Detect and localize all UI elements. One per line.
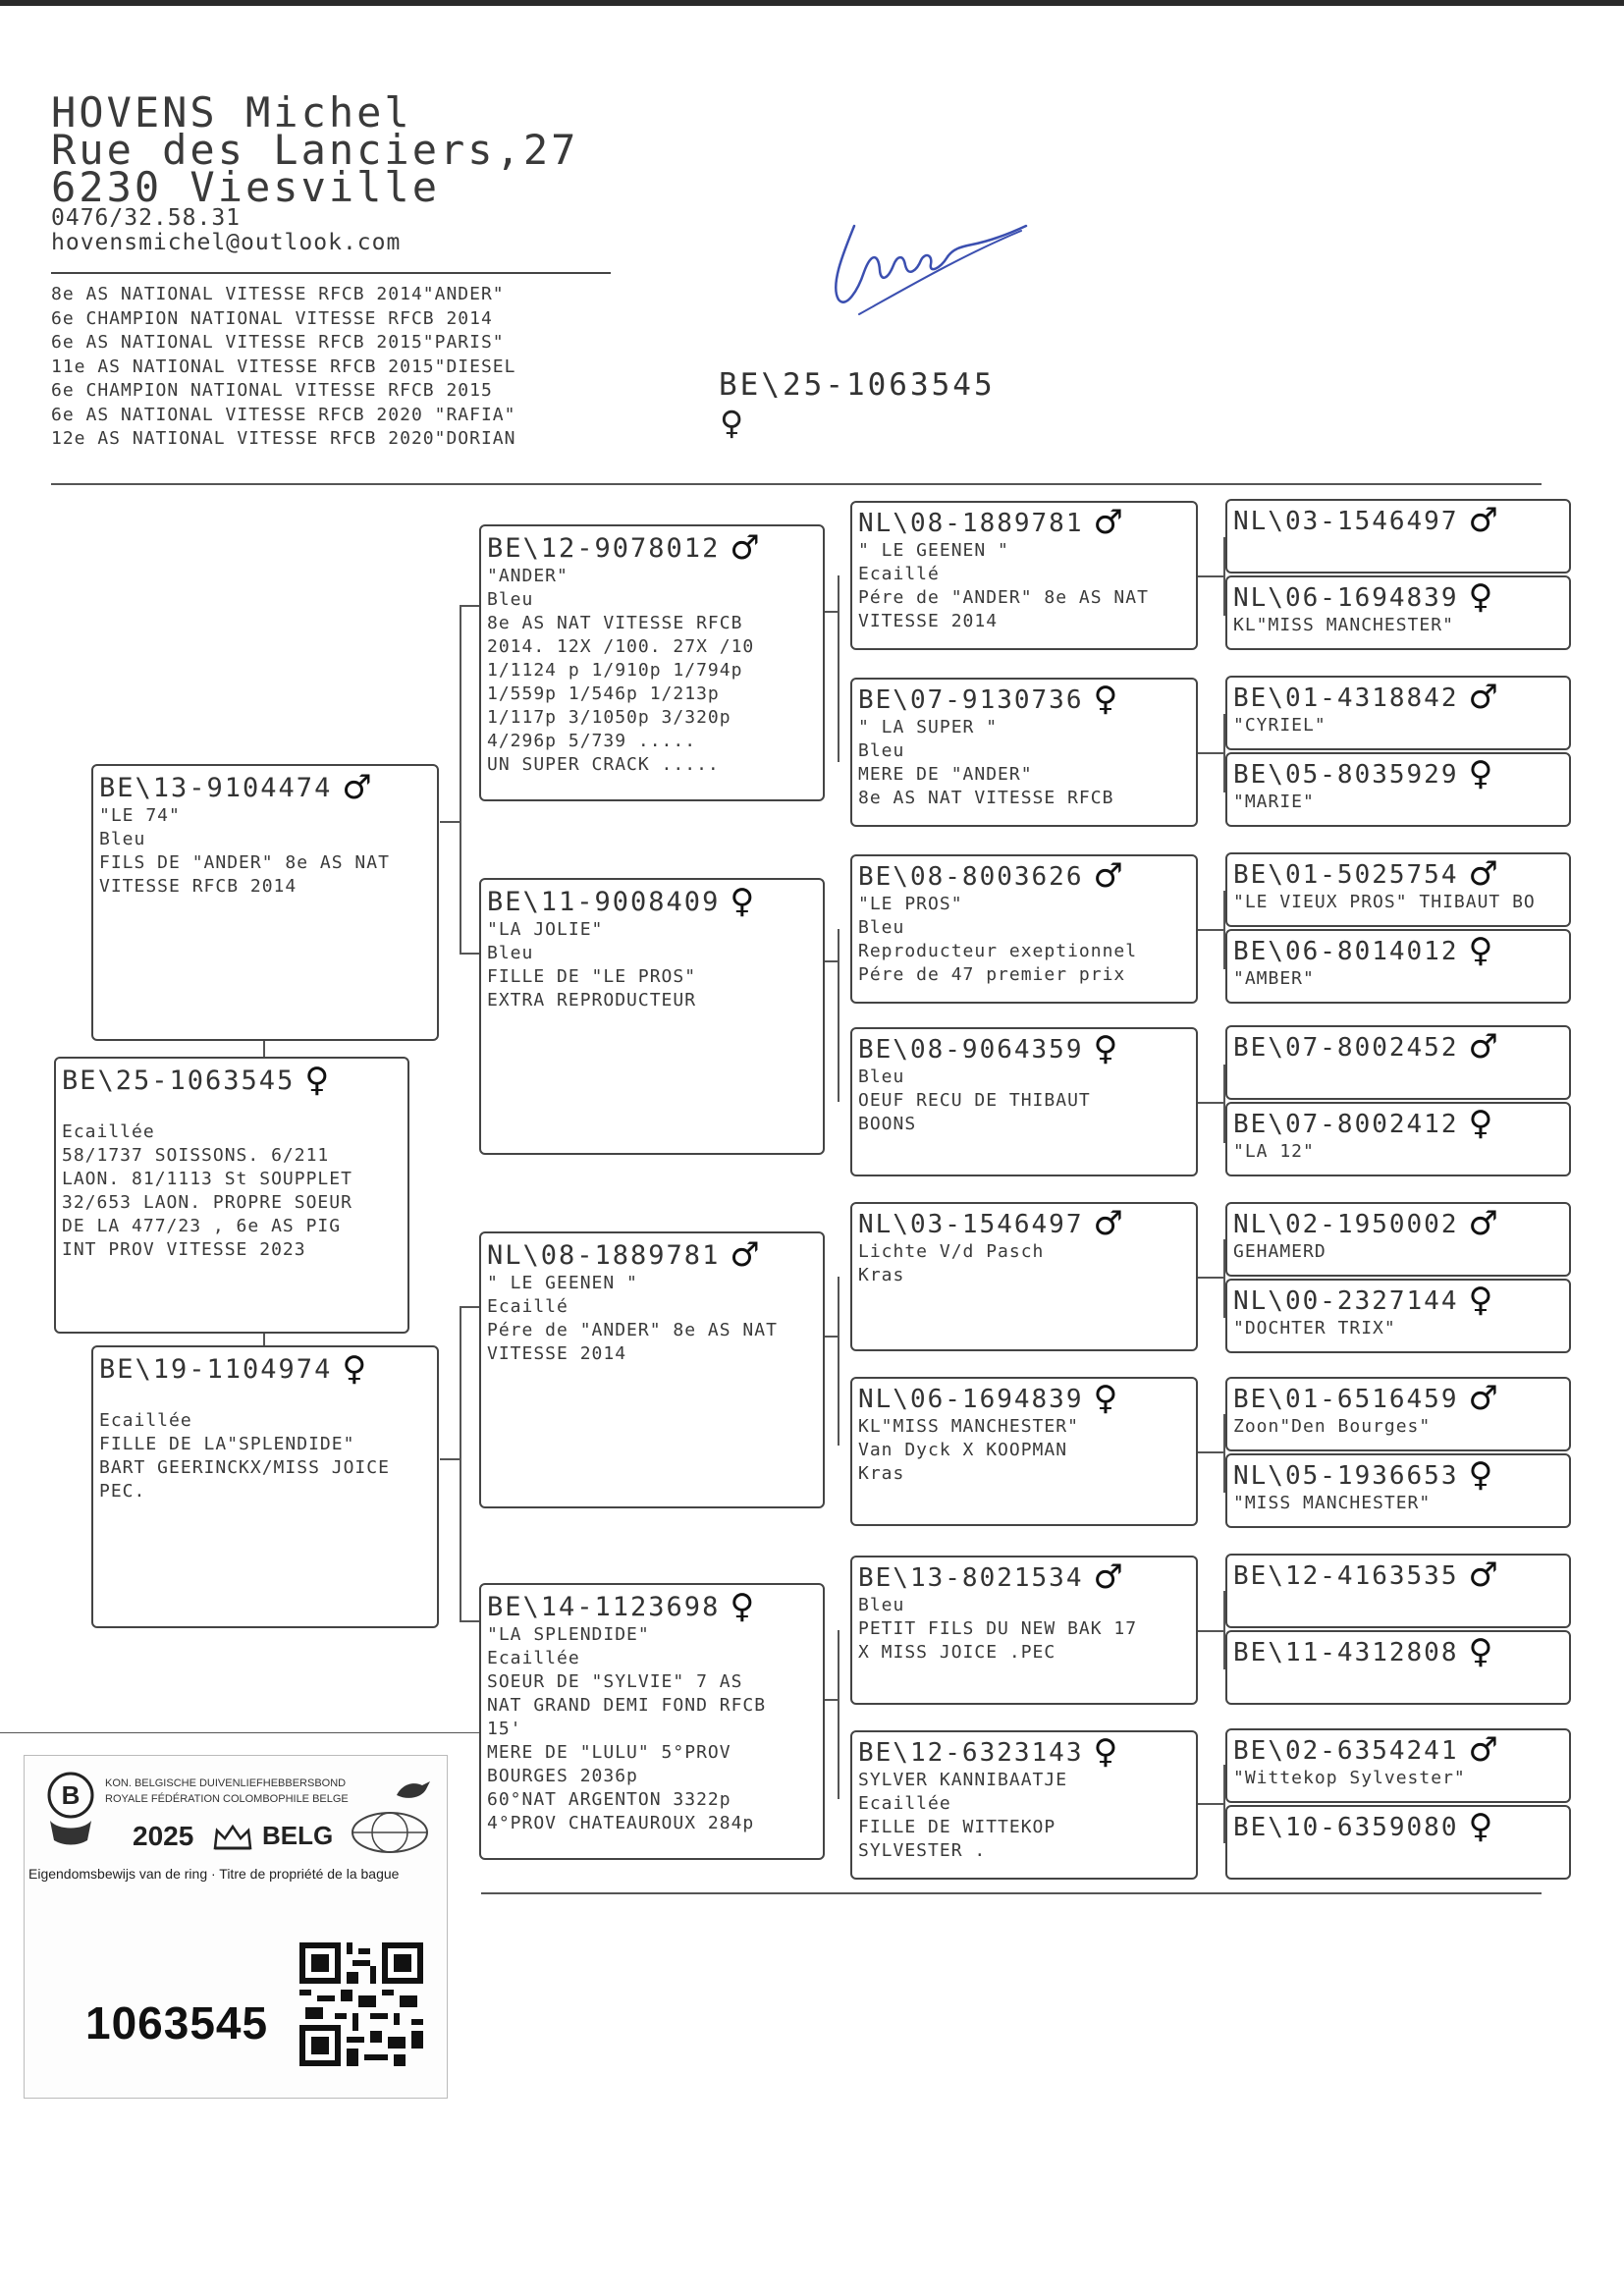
female-symbol-icon: ♀: [1093, 1379, 1120, 1418]
card-line: FILLE DE LA"SPLENDIDE": [99, 1434, 355, 1454]
achievements-list: [51, 283, 515, 452]
owner-divider: [51, 272, 611, 274]
card-line: OEUF RECU DE THIBAUT: [858, 1090, 1091, 1111]
connector: [838, 1630, 839, 1799]
female-symbol-icon: ♀: [1093, 1029, 1120, 1068]
pedigree-bottom-rule: [481, 1892, 1542, 1894]
card-line: Reproducteur exeptionnel: [858, 941, 1138, 961]
pedigree-card-subject: [54, 1057, 409, 1334]
ring-number: BE\12-4163535 ♂: [1233, 1556, 1500, 1595]
handwritten-signature: [825, 211, 1041, 319]
ring-number: BE\01-5025754 ♂: [1233, 854, 1500, 894]
card-note: Zoon"Den Bourges": [1233, 1416, 1432, 1437]
pedigree-card-gen5: [1225, 1377, 1571, 1451]
globe-logo-icon: [349, 1809, 431, 1856]
pedigree-card-gen5: [1225, 929, 1571, 1004]
ring-number: BE\01-6516459 ♂: [1233, 1379, 1500, 1418]
pedigree-card-gen4: [850, 1202, 1198, 1351]
card-line: PEC.: [99, 1481, 146, 1502]
pedigree-card-gen5: [1225, 1728, 1571, 1803]
ring-number: NL\05-1936653 ♀: [1233, 1455, 1495, 1495]
top-border: [0, 0, 1624, 6]
achievement-line: 12e AS NATIONAL VITESSE RFCB 2020"DORIAN: [51, 428, 516, 449]
achievement-line: 6e CHAMPION NATIONAL VITESSE RFCB 2015: [51, 380, 493, 401]
card-line: Ecaillée: [62, 1121, 155, 1142]
card-line: X MISS JOICE .PEC: [858, 1642, 1056, 1663]
card-line: Ecaillée: [487, 1648, 580, 1668]
ring-number: NL\08-1889781 ♂: [858, 503, 1125, 542]
federation-name-nl: KON. BELGISCHE DUIVENLIEFHEBBERSBOND: [105, 1777, 347, 1789]
connector: [440, 1458, 461, 1460]
pedigree-card-gen5: [1225, 1102, 1571, 1176]
ring-number: NL\08-1889781 ♂: [487, 1235, 762, 1275]
connector: [440, 821, 461, 823]
female-symbol-icon: ♀: [1468, 1632, 1495, 1671]
card-line: Lichte V/d Pasch: [858, 1241, 1045, 1262]
ring-number: BE\06-8014012 ♀: [1233, 931, 1495, 970]
ring-number: BE\10-6359080 ♀: [1233, 1807, 1495, 1846]
female-symbol-icon: ♀: [1468, 1455, 1495, 1495]
pedigree-card-gen5: [1225, 752, 1571, 827]
card-line: 1/559p 1/546p 1/213p: [487, 683, 720, 704]
card-line: 60°NAT ARGENTON 3322p: [487, 1789, 731, 1810]
female-symbol-icon: ♀: [304, 1061, 332, 1100]
connector: [1198, 1102, 1225, 1104]
card-line: BOURGES 2036p: [487, 1766, 638, 1786]
card-line: "LE PROS": [858, 894, 963, 914]
connector: [460, 1306, 479, 1308]
card-line: Ecaillée: [858, 1793, 951, 1814]
federation-name-fr: ROYALE FÉDÉRATION COLOMBOPHILE BELGE: [105, 1793, 349, 1805]
female-symbol-icon: ♀: [1468, 754, 1495, 793]
card-line: VITESSE RFCB 2014: [99, 876, 298, 897]
male-symbol-icon: ♂: [1468, 1556, 1500, 1595]
owner-city: 6230 Viesville: [51, 163, 441, 211]
pedigree-card-gen5: [1225, 1025, 1571, 1100]
ring-number: BE\12-9078012 ♂: [487, 528, 762, 568]
ring-number: NL\06-1694839 ♀: [858, 1379, 1120, 1418]
card-line: Bleu: [858, 1595, 905, 1615]
card-line: Ecaillé: [487, 1296, 568, 1317]
female-symbol-icon: ♀: [730, 882, 757, 921]
pedigree-card-gen5: [1225, 1453, 1571, 1528]
pedigree-card-gen3: [479, 1231, 825, 1508]
owner-email: hovensmichel@outlook.com: [51, 230, 402, 255]
connector: [825, 960, 839, 962]
card-line: LAON. 81/1113 St SOUPPLET: [62, 1169, 352, 1189]
female-symbol-icon: ♀: [1468, 1104, 1495, 1143]
ring-number: NL\03-1546497 ♂: [858, 1204, 1125, 1243]
connector: [1198, 1630, 1225, 1632]
ring-number: NL\06-1694839 ♀: [1233, 577, 1495, 617]
male-symbol-icon: ♂: [1093, 856, 1125, 896]
card-line: 32/653 LAON. PROPRE SOEUR: [62, 1192, 352, 1213]
card-line: 2014. 12X /100. 27X /10: [487, 636, 755, 657]
ring-number: BE\07-9130736 ♀: [858, 680, 1120, 719]
male-symbol-icon: ♂: [1093, 503, 1125, 542]
card-line: [93, 1386, 437, 1409]
connector: [825, 1699, 839, 1701]
male-symbol-icon: ♂: [1468, 501, 1500, 540]
ring-number: NL\00-2327144 ♀: [1233, 1281, 1495, 1320]
card-line: FILLE DE "LE PROS": [487, 966, 697, 987]
ring-number: BE\08-9064359 ♀: [858, 1029, 1120, 1068]
card-line: Ecaillée: [99, 1410, 192, 1431]
pedigree-card-gen5: [1225, 575, 1571, 650]
ring-number: BE\12-6323143 ♀: [858, 1732, 1120, 1772]
male-symbol-icon: ♂: [1093, 1204, 1125, 1243]
pedigree-card-gen5: [1225, 1805, 1571, 1880]
card-line: BART GEERINCKX/MISS JOICE: [99, 1457, 390, 1478]
country-code: BELG: [262, 1821, 334, 1850]
card-line: VITESSE 2014: [858, 611, 999, 631]
male-symbol-icon: ♂: [1468, 1027, 1500, 1066]
connector: [460, 953, 479, 955]
connector: [838, 929, 839, 1102]
pedigree-card-gen5: [1225, 1279, 1571, 1353]
card-line: PETIT FILS DU NEW BAK 17: [858, 1618, 1138, 1639]
card-note: "MISS MANCHESTER": [1233, 1493, 1432, 1513]
card-note: KL"MISS MANCHESTER": [1233, 615, 1454, 635]
achievement-line: 6e CHAMPION NATIONAL VITESSE RFCB 2014: [51, 307, 493, 329]
card-line: Bleu: [858, 1066, 905, 1087]
connector: [838, 575, 839, 762]
ring-number: BE\08-8003626 ♂: [858, 856, 1125, 896]
card-line: FILS DE "ANDER" 8e AS NAT: [99, 852, 390, 873]
card-line: 4/296p 5/739 .....: [487, 731, 697, 751]
connector: [460, 1620, 479, 1622]
ring-number: BE\13-8021534 ♂: [858, 1557, 1125, 1597]
pedigree-card-gen4: [850, 1377, 1198, 1526]
qr-code-icon: [299, 1942, 423, 2066]
ring-number: BE\01-4318842 ♂: [1233, 678, 1500, 717]
card-line: SYLVESTER .: [858, 1840, 987, 1861]
pedigree-card-gen4: [850, 1027, 1198, 1176]
card-note: "DOCHTER TRIX": [1233, 1318, 1396, 1339]
connector: [460, 605, 461, 954]
owner-street: Rue des Lanciers,27: [51, 126, 579, 174]
card-line: "LA SPLENDIDE": [487, 1624, 650, 1645]
ring-card-number: 1063545: [85, 1997, 269, 2049]
pedigree-card-gen5: [1225, 499, 1571, 574]
connector: [460, 1306, 461, 1620]
pedigree-card-gen4: [850, 501, 1198, 650]
pedigree-card-gen5: [1225, 1554, 1571, 1628]
card-line: Bleu: [487, 589, 534, 610]
connector: [1198, 929, 1225, 931]
card-line: Van Dyck X KOOPMAN: [858, 1440, 1068, 1460]
pedigree-card-gen3: [479, 524, 825, 801]
female-symbol-icon: ♀: [1468, 1281, 1495, 1320]
connector: [263, 1041, 265, 1057]
male-symbol-icon: ♂: [1468, 1730, 1500, 1770]
pedigree-card-gen5: [1225, 1630, 1571, 1705]
card-line: Bleu: [858, 740, 905, 761]
connector: [1198, 752, 1225, 754]
connector: [1198, 1451, 1225, 1453]
male-symbol-icon: ♂: [1468, 678, 1500, 717]
ring-number: BE\19-1104974 ♀: [99, 1349, 369, 1389]
connector: [1198, 1803, 1225, 1805]
connector: [825, 1336, 839, 1338]
federation-logo-icon: [38, 1770, 103, 1848]
connector: [460, 605, 479, 607]
svg-text:B: B: [61, 1780, 81, 1810]
connector: [1198, 1277, 1225, 1279]
card-line: " LA SUPER ": [858, 717, 999, 738]
pedigree-card-gen4: [850, 678, 1198, 827]
card-line: Bleu: [487, 943, 534, 963]
crown-icon: [211, 1823, 254, 1852]
ring-ownership-card: [24, 1755, 448, 2099]
card-line: 58/1737 SOISSONS. 6/211: [62, 1145, 330, 1166]
ring-number: NL\02-1950002 ♂: [1233, 1204, 1500, 1243]
ring-number: BE\05-8035929 ♀: [1233, 754, 1495, 793]
pedigree-card-dam: [91, 1345, 439, 1628]
male-symbol-icon: ♂: [1468, 1204, 1500, 1243]
card-line: Pére de 47 premier prix: [858, 964, 1126, 985]
card-line: MERE DE "ANDER": [858, 764, 1033, 785]
connector: [825, 611, 839, 613]
card-line: Pére de "ANDER" 8e AS NAT: [858, 587, 1149, 608]
card-line: "LA JOLIE": [487, 919, 604, 940]
ring-card-title: Eigendomsbewijs van de ring · Titre de propriété de la bague: [28, 1866, 400, 1882]
owner-block: [51, 88, 579, 255]
card-note: "CYRIEL": [1233, 715, 1326, 736]
male-symbol-icon: ♂: [1468, 854, 1500, 894]
card-line: NAT GRAND DEMI FOND RFCB: [487, 1695, 767, 1716]
female-symbol-icon: ♀: [1093, 680, 1120, 719]
owner-phone: 0476/32.58.31: [51, 205, 242, 231]
card-line: MERE DE "LULU" 5°PROV: [487, 1742, 731, 1763]
achievement-line: 11e AS NATIONAL VITESSE RFCB 2015"DIESEL: [51, 355, 516, 377]
male-symbol-icon: ♂: [1468, 1379, 1500, 1418]
ring-year: 2025: [133, 1821, 194, 1851]
subject-ring-number: BE\25-1063545: [719, 367, 996, 403]
card-line: VITESSE 2014: [487, 1343, 627, 1364]
female-symbol-icon: ♀: [1468, 577, 1495, 617]
card-line: INT PROV VITESSE 2023: [62, 1239, 306, 1260]
achievement-line: 6e AS NATIONAL VITESSE RFCB 2015"PARIS": [51, 332, 505, 353]
male-symbol-icon: ♂: [342, 768, 374, 807]
female-symbol-icon: ♀: [730, 1587, 757, 1626]
female-symbol-icon: ♀: [1093, 1732, 1120, 1772]
connector: [838, 1277, 839, 1446]
page-bottom-rule: [0, 1732, 481, 1733]
ring-number: BE\07-8002412 ♀: [1233, 1104, 1495, 1143]
card-line: Kras: [858, 1265, 905, 1285]
card-line: 1/117p 3/1050p 3/320p: [487, 707, 731, 728]
ring-number: BE\25-1063545 ♀: [62, 1061, 332, 1100]
card-line: KL"MISS MANCHESTER": [858, 1416, 1079, 1437]
achievement-line: 6e AS NATIONAL VITESSE RFCB 2020 "RAFIA": [51, 404, 516, 425]
pedigree-top-rule: [51, 483, 1542, 485]
card-line: Bleu: [858, 917, 905, 938]
card-line: FILLE DE WITTEKOP: [858, 1817, 1056, 1837]
owner-name: HOVENS Michel: [51, 88, 412, 137]
ring-number: BE\02-6354241 ♂: [1233, 1730, 1500, 1770]
pedigree-card-gen5: [1225, 1202, 1571, 1277]
achievement-line: 8e AS NATIONAL VITESSE RFCB 2014"ANDER": [51, 284, 505, 304]
ring-number: BE\14-1123698 ♀: [487, 1587, 757, 1626]
ring-number: BE\11-4312808 ♀: [1233, 1632, 1495, 1671]
male-symbol-icon: ♂: [730, 1235, 762, 1275]
card-line: "ANDER": [487, 566, 568, 586]
pedigree-card-sire: [91, 764, 439, 1041]
card-line: 8e AS NAT VITESSE RFCB: [858, 788, 1114, 808]
card-line: [56, 1097, 407, 1120]
pedigree-card-gen3: [479, 1583, 825, 1860]
ring-number: BE\11-9008409 ♀: [487, 882, 757, 921]
pedigree-card-gen4: [850, 1730, 1198, 1880]
ring-number: NL\03-1546497 ♂: [1233, 501, 1500, 540]
card-line: 4°PROV CHATEAUROUX 284p: [487, 1813, 755, 1833]
card-note: "Wittekop Sylvester": [1233, 1768, 1466, 1788]
card-note: "LE VIEUX PROS" THIBAUT BO: [1233, 892, 1536, 912]
pedigree-card-gen4: [850, 854, 1198, 1004]
card-line: Bleu: [99, 829, 146, 849]
female-symbol-icon: ♀: [342, 1349, 369, 1389]
card-line: 8e AS NAT VITESSE RFCB: [487, 613, 743, 633]
card-line: "LE 74": [99, 805, 181, 826]
card-line: Ecaillé: [858, 564, 940, 584]
male-symbol-icon: ♂: [730, 528, 762, 568]
card-line: " LE GEENEN ": [858, 540, 1009, 561]
card-line: SOEUR DE "SYLVIE" 7 AS: [487, 1671, 743, 1692]
female-symbol-icon: ♀: [1468, 931, 1495, 970]
ring-number: BE\13-9104474 ♂: [99, 768, 374, 807]
connector: [1198, 575, 1225, 577]
card-note: GEHAMERD: [1233, 1241, 1326, 1262]
female-symbol-icon: ♀: [720, 401, 744, 446]
card-line: Kras: [858, 1463, 905, 1484]
pigeon-icon: [393, 1776, 432, 1805]
card-line: EXTRA REPRODUCTEUR: [487, 990, 697, 1011]
card-line: 1/1124 p 1/910p 1/794p: [487, 660, 743, 681]
female-symbol-icon: ♀: [1468, 1807, 1495, 1846]
card-line: UN SUPER CRACK .....: [487, 754, 720, 775]
male-symbol-icon: ♂: [1093, 1557, 1125, 1597]
pedigree-card-gen4: [850, 1556, 1198, 1705]
card-line: " LE GEENEN ": [487, 1273, 638, 1293]
pedigree-card-gen5: [1225, 676, 1571, 750]
card-line: BOONS: [858, 1114, 917, 1134]
card-line: DE LA 477/23 , 6e AS PIG: [62, 1216, 342, 1236]
card-line: SYLVER KANNIBAATJE: [858, 1770, 1068, 1790]
card-note: "LA 12": [1233, 1141, 1315, 1162]
pedigree-card-gen5: [1225, 852, 1571, 927]
card-line: 15': [487, 1719, 522, 1739]
card-line: Pére de "ANDER" 8e AS NAT: [487, 1320, 778, 1340]
pedigree-card-gen3: [479, 878, 825, 1155]
card-note: "AMBER": [1233, 968, 1315, 989]
card-note: "MARIE": [1233, 792, 1315, 812]
ring-number: BE\07-8002452 ♂: [1233, 1027, 1500, 1066]
